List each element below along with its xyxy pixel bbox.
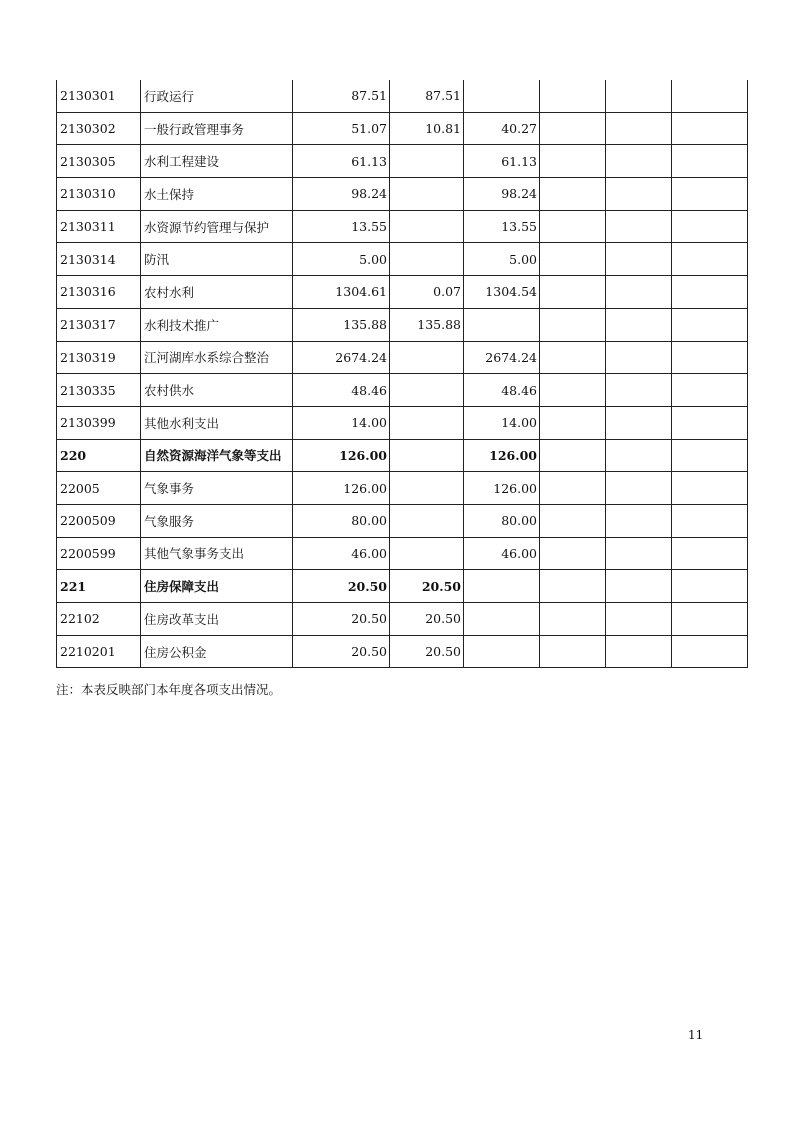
project-expenditure-cell xyxy=(464,80,540,112)
total-amount-cell: 1304.61 xyxy=(293,276,390,309)
subject-name-cell: 水资源节约管理与保护 xyxy=(141,210,293,243)
project-expenditure-cell: 126.00 xyxy=(464,439,540,472)
subject-name-cell: 农村供水 xyxy=(141,374,293,407)
empty-cell xyxy=(606,308,672,341)
empty-cell xyxy=(672,472,748,505)
table-note: 注：本表反映部门本年度各项支出情况。 xyxy=(56,682,282,697)
subject-code-cell: 2200509 xyxy=(57,504,141,537)
basic-expenditure-cell: 135.88 xyxy=(390,308,464,341)
basic-expenditure-cell: 0.07 xyxy=(390,276,464,309)
empty-cell xyxy=(672,178,748,211)
basic-expenditure-cell: 20.50 xyxy=(390,635,464,668)
empty-cell xyxy=(540,570,606,603)
expenditure-table xyxy=(56,80,748,668)
table-row xyxy=(57,504,748,537)
subject-code-cell: 2130317 xyxy=(57,308,141,341)
empty-cell xyxy=(606,603,672,636)
project-expenditure-cell: 40.27 xyxy=(464,112,540,145)
subject-name-cell: 其他气象事务支出 xyxy=(141,537,293,570)
project-expenditure-cell: 13.55 xyxy=(464,210,540,243)
total-amount-cell: 46.00 xyxy=(293,537,390,570)
total-amount-cell: 80.00 xyxy=(293,504,390,537)
subject-code-cell: 2130301 xyxy=(57,80,141,112)
basic-expenditure-cell: 87.51 xyxy=(390,80,464,112)
project-expenditure-cell xyxy=(464,635,540,668)
empty-cell xyxy=(540,439,606,472)
project-expenditure-cell: 61.13 xyxy=(464,145,540,178)
basic-expenditure-cell xyxy=(390,210,464,243)
empty-cell xyxy=(606,374,672,407)
total-amount-cell: 20.50 xyxy=(293,635,390,668)
subject-code-cell: 2130305 xyxy=(57,145,141,178)
basic-expenditure-cell xyxy=(390,374,464,407)
empty-cell xyxy=(606,210,672,243)
total-amount-cell: 20.50 xyxy=(293,603,390,636)
subject-code-cell: 2130399 xyxy=(57,406,141,439)
subject-name-cell: 江河湖库水系综合整治 xyxy=(141,341,293,374)
empty-cell xyxy=(672,243,748,276)
empty-cell xyxy=(540,276,606,309)
empty-cell xyxy=(672,112,748,145)
subject-name-cell: 水利工程建设 xyxy=(141,145,293,178)
subject-code-cell: 2130314 xyxy=(57,243,141,276)
table-row xyxy=(57,374,748,407)
project-expenditure-cell xyxy=(464,308,540,341)
subject-code-cell: 220 xyxy=(57,439,141,472)
subject-name-cell: 其他水利支出 xyxy=(141,406,293,439)
table-row xyxy=(57,112,748,145)
basic-expenditure-cell xyxy=(390,439,464,472)
empty-cell xyxy=(606,276,672,309)
empty-cell xyxy=(540,341,606,374)
total-amount-cell: 13.55 xyxy=(293,210,390,243)
empty-cell xyxy=(672,145,748,178)
total-amount-cell: 126.00 xyxy=(293,472,390,505)
empty-cell xyxy=(540,472,606,505)
empty-cell xyxy=(672,341,748,374)
empty-cell xyxy=(672,308,748,341)
total-amount-cell: 61.13 xyxy=(293,145,390,178)
project-expenditure-cell: 14.00 xyxy=(464,406,540,439)
project-expenditure-cell xyxy=(464,570,540,603)
subject-name-cell: 气象事务 xyxy=(141,472,293,505)
table-body xyxy=(57,80,748,668)
empty-cell xyxy=(672,80,748,112)
empty-cell xyxy=(540,603,606,636)
empty-cell xyxy=(540,80,606,112)
empty-cell xyxy=(672,439,748,472)
basic-expenditure-cell xyxy=(390,145,464,178)
subject-name-cell: 气象服务 xyxy=(141,504,293,537)
empty-cell xyxy=(540,537,606,570)
project-expenditure-cell: 5.00 xyxy=(464,243,540,276)
table-row xyxy=(57,537,748,570)
subject-code-cell: 2130335 xyxy=(57,374,141,407)
empty-cell xyxy=(540,308,606,341)
subject-name-cell: 水土保持 xyxy=(141,178,293,211)
empty-cell xyxy=(606,570,672,603)
empty-cell xyxy=(540,635,606,668)
empty-cell xyxy=(672,635,748,668)
basic-expenditure-cell xyxy=(390,472,464,505)
empty-cell xyxy=(672,210,748,243)
table-row xyxy=(57,472,748,505)
subject-name-cell: 农村水利 xyxy=(141,276,293,309)
empty-cell xyxy=(672,406,748,439)
subject-name-cell: 住房公积金 xyxy=(141,635,293,668)
total-amount-cell: 5.00 xyxy=(293,243,390,276)
table-row xyxy=(57,145,748,178)
empty-cell xyxy=(540,504,606,537)
empty-cell xyxy=(540,374,606,407)
empty-cell xyxy=(606,537,672,570)
basic-expenditure-cell xyxy=(390,504,464,537)
empty-cell xyxy=(606,80,672,112)
table-row xyxy=(57,635,748,668)
project-expenditure-cell: 126.00 xyxy=(464,472,540,505)
subject-name-cell: 住房改革支出 xyxy=(141,603,293,636)
total-amount-cell: 2674.24 xyxy=(293,341,390,374)
empty-cell xyxy=(540,210,606,243)
empty-cell xyxy=(606,504,672,537)
total-amount-cell: 48.46 xyxy=(293,374,390,407)
subject-code-cell: 221 xyxy=(57,570,141,603)
subject-code-cell: 2130302 xyxy=(57,112,141,145)
basic-expenditure-cell xyxy=(390,178,464,211)
empty-cell xyxy=(672,537,748,570)
empty-cell xyxy=(672,276,748,309)
total-amount-cell: 135.88 xyxy=(293,308,390,341)
subject-name-cell: 住房保障支出 xyxy=(141,570,293,603)
total-amount-cell: 87.51 xyxy=(293,80,390,112)
empty-cell xyxy=(606,472,672,505)
basic-expenditure-cell xyxy=(390,341,464,374)
subject-code-cell: 22102 xyxy=(57,603,141,636)
empty-cell xyxy=(606,145,672,178)
subject-name-cell: 水利技术推广 xyxy=(141,308,293,341)
project-expenditure-cell: 1304.54 xyxy=(464,276,540,309)
empty-cell xyxy=(672,504,748,537)
table-row xyxy=(57,308,748,341)
table-row xyxy=(57,210,748,243)
table-row xyxy=(57,341,748,374)
empty-cell xyxy=(606,112,672,145)
empty-cell xyxy=(672,374,748,407)
subject-name-cell: 防汛 xyxy=(141,243,293,276)
total-amount-cell: 20.50 xyxy=(293,570,390,603)
table-row xyxy=(57,276,748,309)
subject-name-cell: 一般行政管理事务 xyxy=(141,112,293,145)
empty-cell xyxy=(540,112,606,145)
project-expenditure-cell: 48.46 xyxy=(464,374,540,407)
empty-cell xyxy=(672,570,748,603)
empty-cell xyxy=(606,635,672,668)
empty-cell xyxy=(606,341,672,374)
basic-expenditure-cell: 10.81 xyxy=(390,112,464,145)
table-row xyxy=(57,439,748,472)
subject-name-cell: 行政运行 xyxy=(141,80,293,112)
basic-expenditure-cell xyxy=(390,243,464,276)
table-row xyxy=(57,243,748,276)
subject-code-cell: 2130319 xyxy=(57,341,141,374)
basic-expenditure-cell: 20.50 xyxy=(390,570,464,603)
table-row xyxy=(57,406,748,439)
empty-cell xyxy=(540,145,606,178)
empty-cell xyxy=(672,603,748,636)
subject-code-cell: 2130316 xyxy=(57,276,141,309)
project-expenditure-cell xyxy=(464,603,540,636)
page-number: 11 xyxy=(688,1028,704,1042)
subject-code-cell: 2130311 xyxy=(57,210,141,243)
total-amount-cell: 98.24 xyxy=(293,178,390,211)
total-amount-cell: 51.07 xyxy=(293,112,390,145)
basic-expenditure-cell xyxy=(390,406,464,439)
project-expenditure-cell: 46.00 xyxy=(464,537,540,570)
table-row xyxy=(57,570,748,603)
total-amount-cell: 14.00 xyxy=(293,406,390,439)
subject-name-cell: 自然资源海洋气象等支出 xyxy=(141,439,293,472)
basic-expenditure-cell: 20.50 xyxy=(390,603,464,636)
empty-cell xyxy=(606,243,672,276)
project-expenditure-cell: 98.24 xyxy=(464,178,540,211)
empty-cell xyxy=(606,178,672,211)
table-row xyxy=(57,80,748,112)
empty-cell xyxy=(606,439,672,472)
subject-code-cell: 2200599 xyxy=(57,537,141,570)
basic-expenditure-cell xyxy=(390,537,464,570)
table-row xyxy=(57,178,748,211)
empty-cell xyxy=(540,406,606,439)
subject-code-cell: 22005 xyxy=(57,472,141,505)
empty-cell xyxy=(540,178,606,211)
subject-code-cell: 2210201 xyxy=(57,635,141,668)
project-expenditure-cell: 80.00 xyxy=(464,504,540,537)
empty-cell xyxy=(540,243,606,276)
subject-code-cell: 2130310 xyxy=(57,178,141,211)
table-row xyxy=(57,603,748,636)
total-amount-cell: 126.00 xyxy=(293,439,390,472)
project-expenditure-cell: 2674.24 xyxy=(464,341,540,374)
empty-cell xyxy=(606,406,672,439)
